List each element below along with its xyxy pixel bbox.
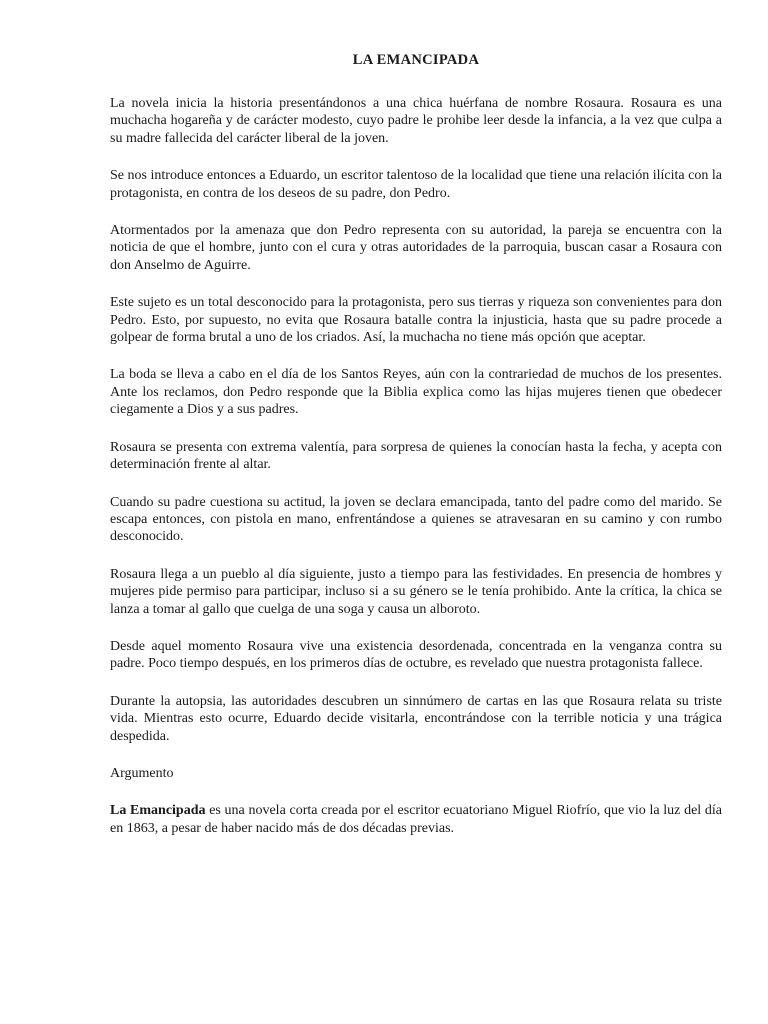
document-page [110, 52, 722, 857]
paragraph-9: Desde aquel momento Rosaura vive una existencia desordenada, concentrada en la venganza contra su padre. Poco tiempo después, en los primeros días de octubre, es revelado que nuestra protagonista fallece. [110, 638, 722, 672]
document-title: LA EMANCIPADA [352, 52, 480, 68]
paragraph-10: Durante la autopsia, las autoridades descubren un sinnúmero de cartas en las que Rosaura relata su triste vida. Mientras esto ocurre, Eduardo decide visitarla, encontrándose con la terrible noticia y una trágica despedida. [110, 693, 722, 744]
paragraph-6: Rosaura se presenta con extrema valentía, para sorpresa de quienes la conocían hasta la fecha, y acepta con determinación frente al altar. [110, 439, 722, 473]
paragraph-4: Este sujeto es un total desconocido para la protagonista, pero sus tierras y riqueza son convenientes para don Pedro. Esto, por supuesto, no evita que Rosaura batalle contra la injusticia, hasta que su padre procede a golpear de forma brutal a uno de los criados. Así, la muchacha no tiene más opción que aceptar. [110, 295, 722, 346]
paragraph-3: Atormentados por la amenaza que don Pedro representa con su autoridad, la pareja se encuentra con la noticia de que el hombre, junto con el cura y otras autoridades de la parroquia, buscan casar a Rosaura con don Anselmo de Aguirre. [110, 223, 722, 273]
paragraph-5: La boda se lleva a cabo en el día de los Santos Reyes, aún con la contrariedad de muchos de los presentes. Ante los reclamos, don Pedro responde que la Biblia explica como las hijas mujeres tienen que obedecer ciegamente a Dios y a sus padres. [110, 367, 722, 418]
section-heading: Argumento [110, 765, 174, 781]
final-paragraph [110, 802, 722, 837]
paragraph-1: La novela inicia la historia presentándonos a una chica huérfana de nombre Rosaura. Rosaura es una muchacha hogareña y de carácter modesto, cuyo padre le prohibe leer desde la infancia, a la vez que culpa a su madre fallecida del carácter liberal de la joven. [110, 96, 722, 146]
final-paragraph-bold-lead: La Emancipada [110, 803, 206, 819]
final-paragraph-rest: es una novela corta creada por el escritor ecuatoriano Miguel Riofrío, que vio la luz del día en 1863, a pesar de haber nacido más de dos décadas previas. [110, 803, 722, 836]
paragraph-7: Cuando su padre cuestiona su actitud, la joven se declara emancipada, tanto del padre como del marido. Se escapa entonces, con pistola en mano, enfrentándose a quienes se atravesaran en su camino y con rumbo desconocido. [110, 494, 722, 545]
paragraph-8: Rosaura llega a un pueblo al día siguiente, justo a tiempo para las festividades. En presencia de hombres y mujeres pide permiso para participar, incluso si a su género se le tenía prohibido. Ante la crítica, la chica se lanza a tomar al gallo que cuelga de una soga y causa un alboroto. [110, 566, 722, 617]
paragraph-2: Se nos introduce entonces a Eduardo, un escritor talentoso de la localidad que tiene una relación ilícita con la protagonista, en contra de los deseos de su padre, don Pedro. [110, 168, 722, 201]
